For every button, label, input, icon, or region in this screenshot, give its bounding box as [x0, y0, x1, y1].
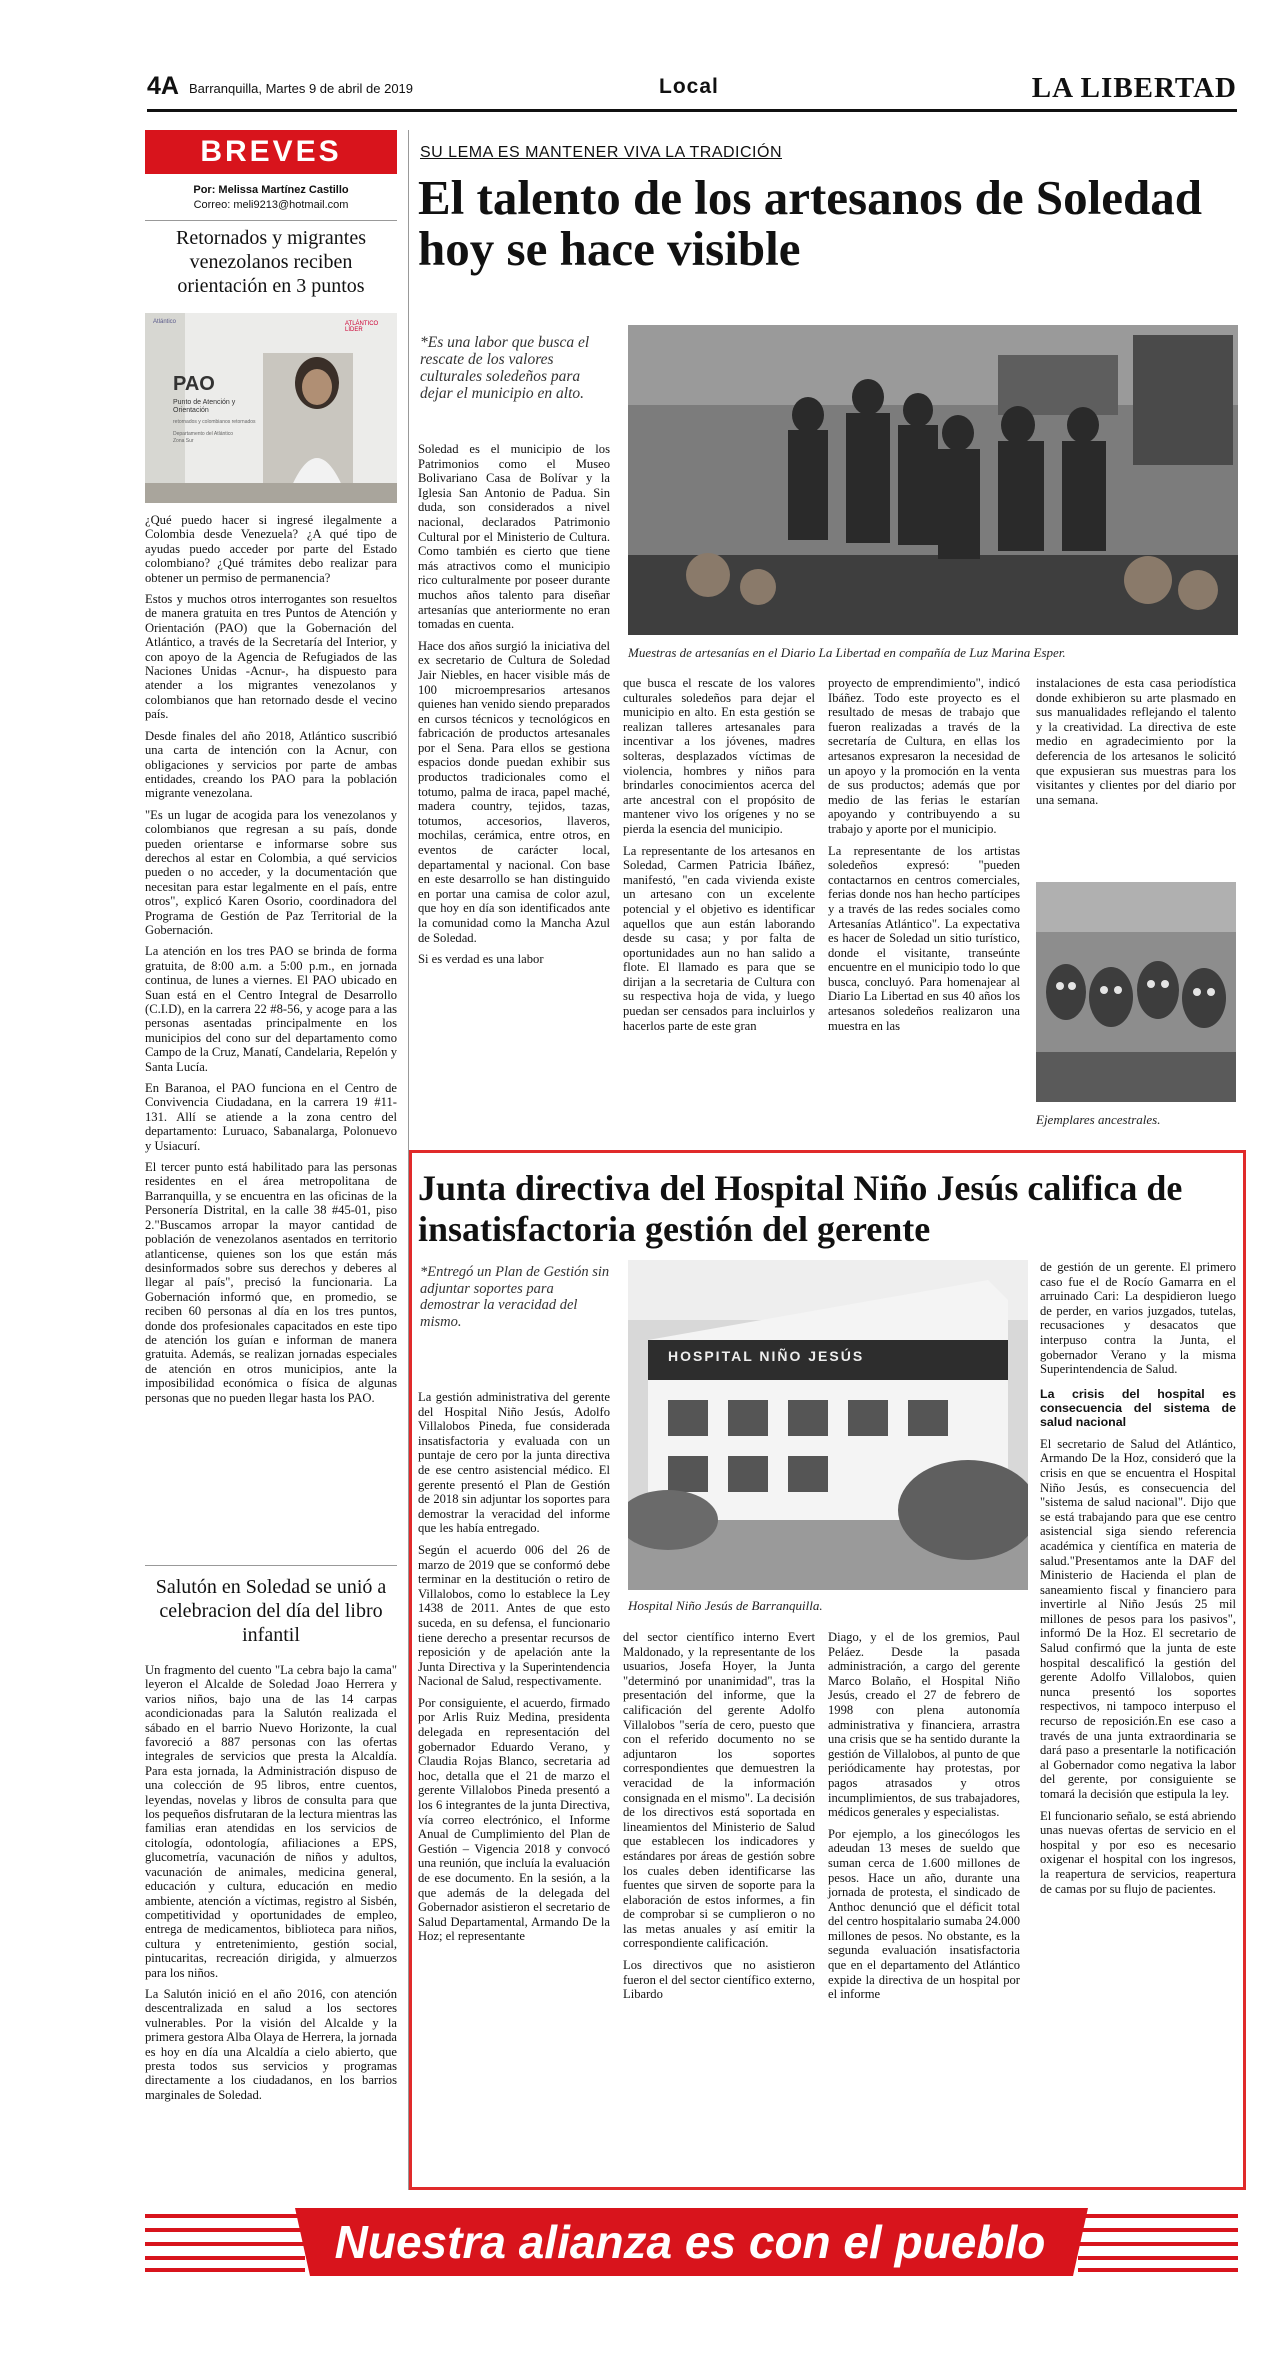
breves-story1-headline: Retornados y migrantes venezolanos reciben orientación en 3 puntos [176, 227, 366, 297]
artisans-photo-caption: Muestras de artesanías en el Diario La Libertad en compañía de Luz Marina Esper. [628, 645, 1066, 660]
pao-sign-line1: Punto de Atención y Orientación [173, 399, 236, 414]
hospital-photo-caption: Hospital Niño Jesús de Barranquilla. [628, 1598, 823, 1613]
artesanos-paragraph: Si es verdad es una labor [418, 952, 544, 967]
artesanos-paragraph: La representante de los artistas soledeños expresó: "pueden contactarnos en centros comerciales, ferias donde nos han hecho partícipes y a través de las redes sociales como Artesanías Atlántico". La expectativa es hacer de Soledad un sitio turístico, donde el visitante, transeúnte encuentre en el municipio todo lo que busca, concluyó. Para homenajear al Diario La Libertad en sus 40 años los artesanos soledeños realizaron una muestra en las [828, 843, 1020, 1033]
breves-story1-paragraph: "Es un lugar de acogida para los venezolanos y colombianos que regresan a su país, donde pueden orientarse e informarse sobre sus derechos al estar en Colombia, a qué servicios pueden o no acceder, y la documentación que necesitan para estar legalmente en el país, entre otros", explicó Karen Osorio, coordinadora del Programa de Gestión de Paz Territorial de la Gobernación. [145, 807, 397, 937]
artesanos-headline: El talento de los artesanos de Soledad hoy se hace visible [418, 170, 1203, 276]
breves-story2-body [145, 1663, 397, 2109]
hospital-paragraph: del sector científico interno Evert Maldonado, y la representante de los usuarios, Josefa Hoyer, la Junta "determinó por unanimidad", tras la presentación del informe, que la calificación del gerente Adolfo Villalobos "sería de cero, puesto que con el referido documento no se adjuntaron los soportes correspondientes que demuestren la veracidad de la información consignada en el mismo". La decisión de los directivos está soportada en lineamientos del Ministerio de Salud que establecen los indicadores y estándares por áreas de gestión sobre los cuales deben identificarse las fuentes que sirven de soporte para la elaboración de estos informes, a fin de comprobar si se cumplieron o no las metas anuales y así emitir la correspondiente calificación. [623, 1630, 815, 1951]
artesanos-col4 [1036, 676, 1236, 814]
artesanos-col3 [828, 676, 1020, 1040]
hospital-col4 [1040, 1260, 1236, 1903]
hospital-paragraph: Los directivos que no asistieron fueron el del sector científico externo, Libardo [623, 1958, 815, 2002]
hospital-paragraph: Diago, y el de los gremios, Paul Peláez. Desde la pasada administración, a cargo del gerente Marco Bolaño, el Hospital Niño Jesús, creado el 27 de febrero de 1998 con plena autonomía administrativa y financiera, arrastra una crisis que se ha sentido durante la gestión de Villalobos, al punto de que periódicamente hay protestas, por pagos atrasados y otros incumplimientos, de sus trabajadores, médicos generales y especialistas. [828, 1630, 1020, 1820]
breves-story1-body [145, 513, 397, 1412]
artesanos-paragraph: instalaciones de esta casa periodística donde exhibieron su arte plasmado en sus manualidades reflejando el talento y la creatividad. La directiva de este medio en agradecimiento por la deferencia de los artesanos le solicitó que expusieran sus muestras para los visitantes y clientes por del diario por una semana. [1036, 676, 1236, 807]
breves-story2-paragraph: Un fragmento del cuento "La cebra bajo la cama" leyeron el Alcalde de Soledad Joao Herrera y varios niños, bajo una de las 14 carpas acondicionadas para la Salutón realizada el sábado en el barrio Nuevo Horizonte, la cual favoreció a 887 personas con las ofertas integrales de servicios que presta la Alcaldía. Para esta jornada, la Administración dispuso de una colección de 95 libros, entre cuentos, leyendas, novelas y libros de consulta para que los pequeños disfrutaran de la lectura mientras las familias eran atendidas en los servicios de citología, odontología, afiliaciones a EPS, glucometría, vacunación de niños y adultos, vacunación de animales, medicina general, educación y cultura, educación en medio ambiente, atención a víctimas, registro al Sisbén, competitividad y oportunidades de empleo, entrega de medicamentos, biblioteca para niños, cultura y entretenimiento, gestión social, pintucaritas, recreación dirigida, y almuerzos para los niños. [145, 1663, 397, 1980]
pao-office-photo [145, 313, 397, 503]
hospital-photo-graphic [628, 1260, 1028, 1590]
breves-byline [145, 183, 397, 213]
masthead: LA LIBERTAD [1031, 72, 1237, 104]
breves-story1-paragraph: Desde finales del año 2018, Atlántico suscribió una carta de intención con la Acnur, con obligaciones y servicios por parte de ambas entidades, creando los PAO para la población migrante venezolana. [145, 728, 397, 801]
breves-story1-paragraph: El tercer punto está habilitado para las personas residentes en el área metropolitana de Barranquilla, y se encuentra en las oficinas de la Personería Distrital, en la calle 38 #45-01, piso 2."Buscamos arropar la mayor cantidad de población de venezolanos asentados en territorio atlanticense, quienes son los que están más desinformados sobre sus derechos y deberes al llegar al país", precisó la funcionaria. La Gobernación informó que, en promedio, se reciben 60 personas al día en los tres puntos, donde dos profesionales capacitados en este tipo de atención los guían e informan de manera gratuita. Además, se realizan jornadas especiales de atención en otros municipios, ante la imposibilidad económica o física de algunas personas que no pueden llegar hasta los PAO. [145, 1160, 397, 1405]
hospital-building-sign: HOSPITAL NIÑO JESÚS [668, 1348, 865, 1364]
breves-divider-mid [145, 1565, 397, 1566]
bottom-banner [145, 2208, 1238, 2276]
masks-photo-caption: Ejemplares ancestrales. [1036, 1112, 1161, 1127]
breves-email: Correo: meli9213@hotmail.com [193, 199, 349, 211]
breves-label [145, 130, 397, 174]
breves-story1-paragraph: En Baranoa, el PAO funciona en el Centro de Convivencia Ciudadana, en la carrera 19 #11-131. Allí se atiende a la zona centro del departamento: Luruaco, Sabanalarga, Polonuevo y Usiacurí. [145, 1081, 397, 1153]
hospital-paragraph: El funcionario señalo, se está abriendo unas nuevas ofertas de servicio en el hospital y por eso es necesario oxigenar el hospital con los ingresos, la reapertura de servicios, reapertura de camas por su flujo de pacientes. [1040, 1808, 1236, 1896]
hospital-headline: Junta directiva del Hospital Niño Jesús califica de insatisfactoria gestión del gerente [418, 1168, 1183, 1249]
ancestral-masks-photo [1036, 882, 1236, 1102]
header-rule [147, 109, 1237, 112]
hospital-paragraph: El secretario de Salud del Atlántico, Armando De la Hoz, consideró que la crisis en que se encuentra el Hospital Niño Jesús, es consecuencia del "sistema de salud nacional". Dijo que se está trabajando para que ese centro asistencial siga siendo referencia académica y científica en materia de salud."Presentamos ante la DAF del Ministerio de Hacienda el plan de saneamiento fiscal y financiero para invertirle al Niño Jesús 25 mil millones de pesos para los pasivos", informó De la Hoz. El secretario de Salud confirmó que la junta de este hospital descalificó la gestión del gerente Adolfo Villalobos, quien nunca presentó los soportes respectivos, ni tampoco interpuso el recurso de reposición.En ese caso a través de una junta extraordinaria se dará paso a presentarle la notificación al Gobernador como negativa la labor del gerente, por consiguiente se tomará la decisión que estipula la ley. [1040, 1436, 1236, 1801]
artesanos-col2 [623, 676, 815, 1040]
artesanos-paragraph: Soledad es el municipio de los Patrimonios como el Museo Bolivariano Casa de Bolívar y la Iglesia San Antonio de Padua. Sin duda, son considerados a nivel nacional, declarados Patrimonio Cultural por el Ministerio de Cultura. Como también es cierto que tiene más atractivos como el municipio rico culturalmente por poseer durante muchos años talento para diseñar artesanías que anteriormente no eran tomadas en cuenta. [418, 442, 610, 632]
artesanos-kicker: SU LEMA ES MANTENER VIVA LA TRADICIÓN [420, 144, 782, 161]
artisans-group-photo [628, 325, 1238, 635]
hospital-col1 [418, 1390, 610, 1951]
hospital-col2 [623, 1630, 815, 2009]
artesanos-paragraph: Hace dos años surgió la iniciativa del ex secretario de Cultura de Soledad Jair Niebles, en hacer visible más de 100 microempresarios artesanos quienes han venido siendo preparados en cursos técnicos y tecnológicos en fabricación de productos artesanales por el Sena. Para ellos se gestiona espacios donde puedan exhibir sus productos tradicionales como el totumo, palma de iraca, papel maché, madera country, tejidos, tazas, totumos, accesorios, llaveros, mochilas, cerámica, entre otros, en eventos de carácter local, departamental y nacional. Con base en este desarrollo se han distinguido en portar una camisa de color azul, que hoy en día son identificados ante la comunidad como la Mancha Azul de Soledad. [418, 638, 610, 945]
pao-sign-big: PAO [173, 373, 215, 395]
hospital-paragraph: Por consiguiente, el acuerdo, firmado por Arlis Ruiz Medina, presidenta delegada en representación del gobernador Eduardo Verano, y Claudia Rojas Blanco, secretaria ad hoc, detalla que el 21 de marzo el gerente Villalobos Pineda presentó a los 6 integrantes de la junta Directiva, vía correo electrónico, el Informe Anual de Cumplimiento del Plan de Gestión – Vigencia 2018 y convocó una reunión, que incluía la evaluación de ese documento. En la sesión, a la que además de la delegada del Gobernador asistieron el secretario de Salud Departamental, Armando De la Hoz; el representante [418, 1695, 610, 1944]
hospital-paragraph: Según el acuerdo 006 del 26 de marzo de 2019 que se conformó debe terminar en la destitución o retiro de Villalobos, como lo establece la Ley 1438 de 2011. Antes de que esto suceda, en su defensa, el funcionario tiene derecho a presentar recursos de reposición y de apelación ante la Junta Directiva y la Superintendencia Nacional de Salud, respectivamente. [418, 1542, 610, 1689]
pao-sign-line2: retornados y colombianos retornados [173, 419, 256, 425]
breves-author: Por: Melissa Martínez Castillo [193, 184, 349, 196]
section-name: Local [659, 75, 719, 98]
pao-logo-2: ATLÁNTICO LÍDER [345, 321, 379, 333]
dateline: Barranquilla, Martes 9 de abril de 2019 [189, 81, 414, 96]
breves-story1-paragraph: Estos y muchos otros interrogantes son resueltos de manera gratuita en tres Puntos de Atención y Orientación (PAO) que la Gobernación del Atlántico, a través de la Secretaría del Interior, y con apoyo de la Agencia de Refugiados de las Naciones Unidas -Acnur-, ha dispuesto para atender a los migrantes venezolanos y colombianos que han retornado desde el vecino país. [145, 592, 397, 722]
breves-story1-paragraph: La atención en los tres PAO se brinda de forma gratuita, de 8:00 a.m. a 5:00 p.m., en jornada continua, de lunes a viernes. El PAO ubicado en Suan está en el Centro Integral de Desarrollo (C.I.D), en la carrera 22 #8-56, y acoge para a las personas asentadas principalmente en los municipios del cono sur del departamento como Campo de la Cruz, Manatí, Candelaria, Repelón y Santa Lucía. [145, 944, 397, 1074]
artesanos-paragraph: que busca el rescate de los valores culturales soledeños para dejar el municipio en alto. En esta gestión se realizan talleres artesanales para incentivar a los jóvenes, madres solteras, desplazados víctimas de violencia, hombres y niños para brindarles conocimientos acerca del arte ancestral con el propósito de mantener vivo los orígenes y no se pierda la esencia del municipio. [623, 676, 815, 836]
hospital-subhead: La crisis del hospital es consecuencia del sistema de salud nacional [1040, 1386, 1236, 1429]
artesanos-lead: *Es una labor que busca el rescate de los valores culturales soledeños para dejar el municipio en alto. [420, 334, 590, 402]
banner-slogan: Nuestra alianza es con el pueblo [334, 2216, 1046, 2268]
hospital-col3 [828, 1630, 1020, 2009]
pao-sign-line4: Zona Sur [173, 438, 194, 444]
artesanos-paragraph: proyecto de emprendimiento", indicó Ibáñez. Todo este proyecto es el resultado de mesas de trabajo que fueron realizadas a través de la secretaría de Cultura, en ellas los artesanos expresaron la necesidad de un apoyo y la promoción en la venta de sus productos; además que por medio de las ferias le estarían apoyando y contribuyendo a su trabajo y aporte por el municipio. [828, 676, 1020, 836]
artesanos-paragraph: La representante de los artesanos en Soledad, Carmen Patricia Ibáñez, manifestó, "en cada vivienda existe un artesano con un excelente potencial y el objetivo es identificar aquellos que aun están laborando desde su casa; y por falta de oportunidades aun no han salido a flote. El llamado es para que se dirijan a la secretaria de Cultura con su respectiva hoja de vida, y luego puedan ser censados para incluirlos y hacerlos parte de este gran [623, 843, 815, 1033]
artisans-photo-graphic [628, 325, 1238, 635]
breves-story2-headline: Salutón en Soledad se unió a celebracion del día del libro infantil [155, 1576, 387, 1646]
hospital-lead: *Entregó un Plan de Gestión sin adjuntar soportes para demostrar la veracidad del mismo. [420, 1264, 610, 1330]
breves-story1-paragraph: ¿Qué puedo hacer si ingresé ilegalmente a Colombia desde Venezuela? ¿A qué tipo de ayudas puedo acceder por parte del Estado colombiano? ¿Qué trámites debo realizar para obtener un permiso de permanencia? [145, 513, 397, 585]
hospital-paragraph: Por ejemplo, a los ginecólogos les adeudan 13 meses de sueldo que suman cerca de 1.600 millones de pesos. Hace un año, durante una jornada de protesta, el sindicado de Anthoc denunció que el déficit total del centro hospitalario sumaba 24.000 millones de pesos. No obstante, es la segunda evaluación insatisfactoria que en el departamento del Atlántico expide la directiva de un hospital por el informe [828, 1826, 1021, 2002]
masks-photo-graphic [1036, 882, 1236, 1102]
pao-sign-line3: Departamento del Atlántico [173, 431, 234, 437]
pao-logo-1: Atlántico [153, 319, 177, 325]
page-header [147, 72, 1237, 106]
hospital-paragraph: La gestión administrativa del gerente del Hospital Niño Jesús, Adolfo Villalobos Pineda, fue considerada insatisfactoria y evaluada con un puntaje de cero por la junta directiva de ese centro asistencial médico. El gerente presentó el Plan de Gestión de 2018 sin adjuntar los soportes para demostrar la veracidad del informe que les había entregado. [418, 1390, 610, 1536]
page-number: 4A [147, 72, 179, 100]
hospital-paragraph: de gestión de un gerente. El primero caso fue el de Rocío Gamarra en el arruinado Cari: La despidieron luego de perder, en varios juzgados, tutelas, recusaciones y desacatos que interpuso contra la Junta, el gobernador Verano y la misma Superintendencia de Salud. [1040, 1260, 1236, 1377]
breves-story2-paragraph: La Salutón inició en el año 2016, con atención descentralizada en salud a los sectores vulnerables. Por la visión del Alcalde y la primera gestora Alba Olaya de Herrera, la jornada es hoy en día una Alcaldía a cielo abierto, que presta todos sus servicios y programas directamente a los ciudadanos, en los barrios marginales de Soledad. [145, 1986, 397, 2102]
breves-label-text: BREVES [200, 135, 342, 168]
breves-divider-top [145, 220, 397, 221]
hospital-building-photo [628, 1260, 1028, 1590]
artesanos-col1 [418, 442, 610, 974]
